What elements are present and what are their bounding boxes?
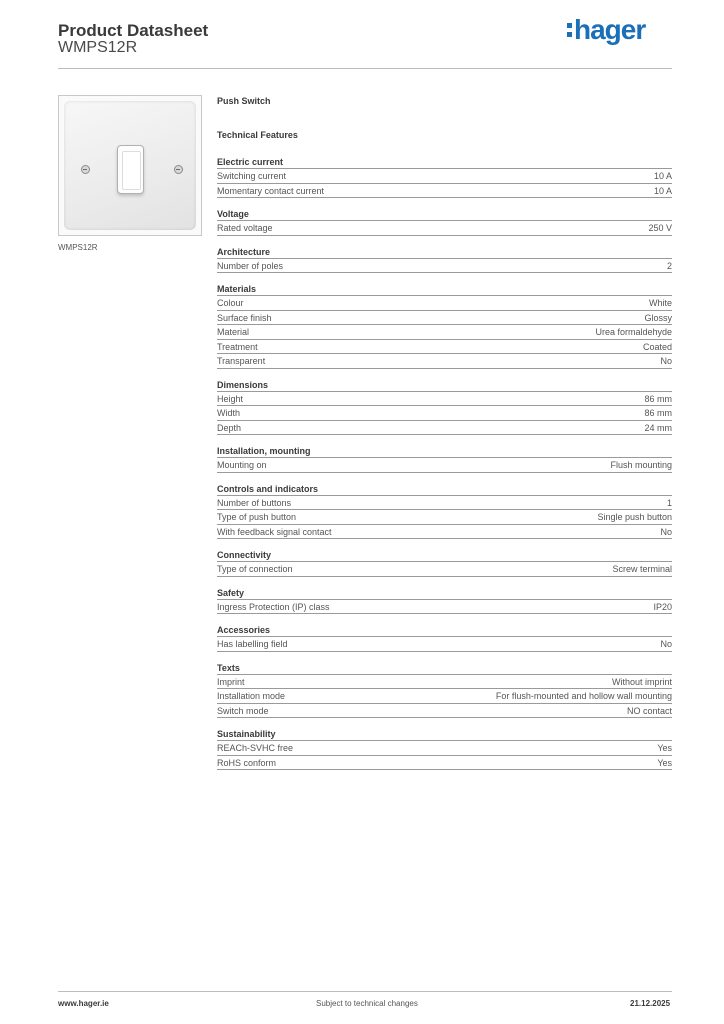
group-title: Installation, mounting (217, 445, 672, 458)
feature-label: Installation mode (217, 691, 286, 701)
feature-row (217, 184, 672, 199)
feature-label: Has labelling field (217, 639, 288, 649)
feature-label: Material (217, 327, 250, 337)
feature-row (217, 600, 672, 615)
feature-group (217, 624, 672, 652)
feature-label: Switch mode (217, 705, 269, 716)
feature-row (217, 510, 672, 525)
feature-value: Yes (657, 757, 672, 768)
feature-row (217, 704, 672, 719)
feature-label: RoHS conform (217, 757, 277, 768)
feature-label: Type of push button (217, 512, 297, 522)
feature-value: Glossy (644, 312, 672, 323)
image-caption: WMPS12R (58, 243, 98, 252)
feature-label: Width (217, 408, 241, 418)
product-code: WMPS12R (58, 39, 138, 56)
header-divider (58, 68, 672, 69)
feature-row (217, 221, 672, 236)
feature-group (217, 483, 672, 540)
feature-label: REACh-SVHC free (217, 743, 294, 753)
feature-label: Switching current (217, 171, 287, 181)
page-title: Product Datasheet (58, 21, 209, 40)
feature-label: Treatment (217, 341, 258, 352)
technical-features-title: Technical Features (217, 130, 298, 140)
feature-value: 86 mm (644, 408, 672, 418)
screw-icon (81, 165, 90, 174)
feature-value: 1 (666, 497, 672, 508)
feature-groups (217, 156, 672, 770)
product-type: Push Switch (217, 96, 271, 106)
feature-group (217, 728, 672, 770)
group-title: Controls and indicators (217, 483, 672, 496)
feature-value: IP20 (653, 601, 672, 612)
feature-group (217, 445, 672, 473)
feature-value: Flush mounting (610, 460, 672, 470)
feature-row (217, 392, 672, 407)
feature-group (217, 283, 672, 369)
feature-group (217, 156, 672, 198)
feature-label: Ingress Protection (IP) class (217, 601, 330, 612)
feature-value: 10 A (653, 171, 672, 181)
group-title: Sustainability (217, 728, 672, 741)
feature-group (217, 208, 672, 236)
group-title: Texts (217, 662, 672, 675)
feature-row (217, 169, 672, 184)
group-title: Safety (217, 587, 672, 600)
push-button-icon (117, 145, 144, 194)
feature-row (217, 458, 672, 473)
feature-value: Urea formaldehyde (595, 327, 672, 337)
footer-date: 21.12.2025 (630, 999, 671, 1008)
feature-label: Depth (217, 422, 242, 433)
feature-value: Single push button (597, 512, 672, 522)
feature-value: White (648, 298, 672, 308)
screw-icon (174, 165, 183, 174)
feature-value: 10 A (653, 185, 672, 196)
feature-row (217, 689, 672, 704)
feature-value: 250 V (648, 223, 672, 233)
feature-value: 24 mm (644, 422, 672, 433)
feature-row (217, 562, 672, 577)
feature-row (217, 340, 672, 355)
feature-value: NO contact (626, 705, 672, 716)
feature-label: Transparent (217, 356, 266, 366)
group-title: Connectivity (217, 549, 672, 562)
feature-label: Number of buttons (217, 497, 292, 508)
feature-row (217, 406, 672, 421)
feature-row (217, 259, 672, 274)
product-image (58, 95, 202, 236)
group-title: Dimensions (217, 379, 672, 392)
feature-value: Without imprint (611, 676, 672, 687)
feature-label: Colour (217, 298, 244, 308)
feature-value: For flush-mounted and hollow wall mounting (495, 691, 672, 701)
group-title: Accessories (217, 624, 672, 637)
feature-label: Surface finish (217, 312, 272, 323)
feature-row (217, 675, 672, 690)
footer-divider (58, 991, 672, 992)
feature-label: Momentary contact current (217, 185, 325, 196)
group-title: Electric current (217, 156, 672, 169)
feature-group (217, 587, 672, 615)
logo-text: hager (574, 14, 646, 45)
feature-value: No (660, 639, 672, 649)
feature-label: Height (217, 393, 244, 404)
feature-label: Imprint (217, 676, 245, 687)
footer-notice: Subject to technical changes (316, 999, 418, 1008)
feature-label: Type of connection (217, 564, 293, 574)
feature-group (217, 246, 672, 274)
feature-row (217, 637, 672, 652)
group-title: Voltage (217, 208, 672, 221)
feature-label: Mounting on (217, 460, 267, 470)
feature-value: Screw terminal (612, 564, 672, 574)
feature-row (217, 741, 672, 756)
feature-row (217, 421, 672, 436)
technical-content (217, 96, 672, 780)
feature-group (217, 379, 672, 436)
switch-plate (64, 101, 196, 230)
feature-row (217, 496, 672, 511)
group-title: Architecture (217, 246, 672, 259)
feature-value: 2 (666, 260, 672, 271)
feature-value: Coated (642, 341, 672, 352)
feature-row (217, 325, 672, 340)
hager-logo (567, 14, 645, 46)
feature-group (217, 549, 672, 577)
feature-value: Yes (657, 743, 672, 753)
feature-value: No (660, 526, 672, 537)
feature-row (217, 311, 672, 326)
feature-row (217, 296, 672, 311)
feature-row (217, 525, 672, 540)
feature-label: With feedback signal contact (217, 526, 332, 537)
feature-label: Rated voltage (217, 223, 273, 233)
group-title: Materials (217, 283, 672, 296)
logo-dots-icon (567, 20, 572, 38)
feature-row (217, 756, 672, 771)
feature-value: No (660, 356, 672, 366)
feature-value: 86 mm (644, 393, 672, 404)
feature-label: Number of poles (217, 260, 284, 271)
feature-group (217, 662, 672, 719)
footer-website: www.hager.ie (58, 999, 109, 1008)
feature-row (217, 354, 672, 369)
